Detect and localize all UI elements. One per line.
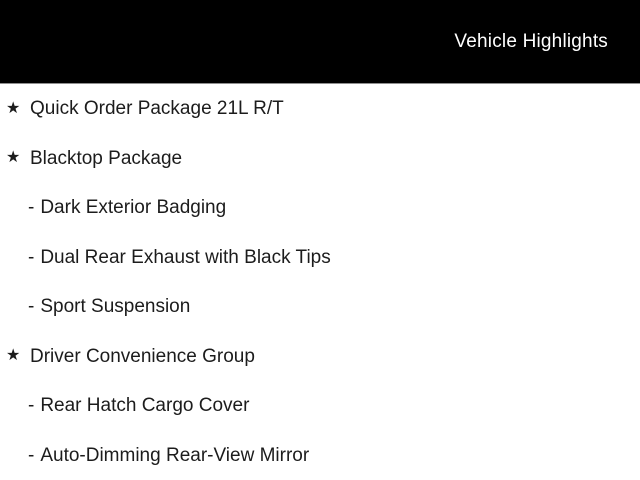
list-item — [0, 282, 640, 332]
list-item — [0, 183, 640, 233]
list-item-label: Auto-Dimming Rear-View Mirror — [40, 444, 310, 466]
list-item — [0, 84, 640, 134]
list-item — [0, 134, 640, 184]
star-icon: ★ — [6, 99, 21, 117]
dash-icon: - — [28, 246, 35, 268]
highlights-list — [0, 84, 640, 480]
dash-icon: - — [28, 395, 35, 417]
star-icon: ★ — [6, 149, 21, 167]
list-item-label: Sport Suspension — [40, 296, 191, 318]
list-item-label: Dark Exterior Badging — [40, 197, 227, 219]
dash-icon: - — [28, 197, 35, 219]
header-bar — [0, 0, 640, 84]
dash-icon: - — [28, 296, 35, 318]
list-item — [0, 381, 640, 431]
list-item-label: Blacktop Package — [30, 147, 183, 169]
list-item-label: Driver Convenience Group — [30, 345, 255, 367]
dash-icon: - — [28, 444, 35, 466]
list-item-label: Dual Rear Exhaust with Black Tips — [40, 246, 331, 268]
list-item-label: Rear Hatch Cargo Cover — [40, 395, 250, 417]
star-icon: ★ — [6, 347, 21, 365]
list-item — [0, 431, 640, 480]
list-item — [0, 233, 640, 283]
page-title: Vehicle Highlights — [454, 31, 608, 52]
list-item-label: Quick Order Package 21L R/T — [30, 98, 284, 120]
list-item — [0, 332, 640, 382]
